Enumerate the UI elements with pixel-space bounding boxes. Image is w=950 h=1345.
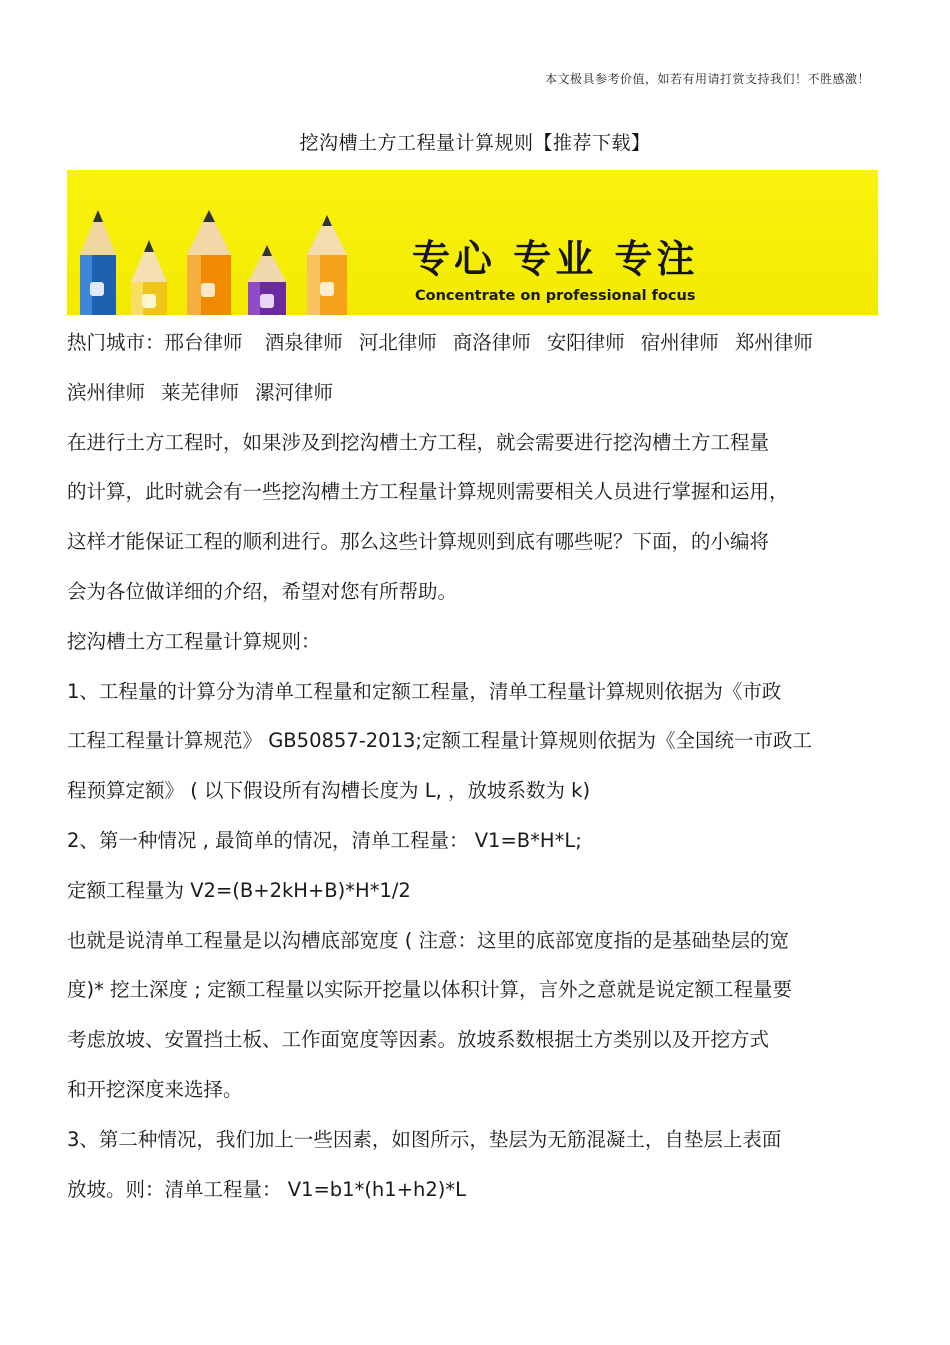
paragraph-line: 和开挖深度来选择。 (67, 1077, 243, 1101)
formula-line: 2、第一种情况 , 最简单的情况，清单工程量： V1=B*H*L; (67, 828, 582, 852)
yellow-pencil-icon (131, 240, 167, 315)
city-link[interactable]: 漯河律师 (255, 380, 334, 404)
city-link[interactable]: 滨州律师 (67, 380, 146, 404)
city-link[interactable]: 商洛律师 (452, 331, 531, 354)
city-link[interactable]: 河北律师 (358, 331, 437, 354)
city-link[interactable]: 宿州律师 (640, 331, 719, 354)
paragraph-line: 1、工程量的计算分为清单工程量和定额工程量，清单工程量计算规则依据为《市政 (67, 679, 782, 703)
header-note: 本文极具参考价值，如若有用请打赏支持我们！不胜感激！ (544, 72, 870, 86)
banner-slogan: 专心 专业 专注 (412, 237, 699, 281)
paragraph-line: 度)* 挖土深度 ; 定额工程量以实际开挖量以体积计算，言外之意就是说定额工程量要 (67, 978, 793, 1002)
paragraph-line: 程预算定额》 ( 以下假设所有沟槽长度为 L, ，放坡系数为 k) (67, 779, 591, 803)
document-title: 挖沟槽土方工程量计算规则【推荐下载】 (299, 132, 651, 154)
paragraph-line: 考虑放坡、安置挡土板、工作面宽度等因素。放坡系数根据土方类别以及开挖方式 (67, 1028, 770, 1052)
section-heading: 挖沟槽土方工程量计算规则： (67, 629, 321, 653)
city-link[interactable]: 安阳律师 (546, 331, 625, 354)
blue-pencil-icon (80, 210, 116, 315)
paragraph-line: 工程工程量计算规范》 GB50857-2013;定额工程量计算规则依据为《全国统一市政工 (67, 729, 812, 753)
paragraph-line: 会为各位做详细的介绍，希望对您有所帮助。 (67, 579, 458, 603)
city-link[interactable]: 莱芜律师 (161, 380, 240, 404)
article-body (67, 318, 882, 1214)
purple-pencil-icon (248, 245, 286, 315)
light-orange-pencil-icon (307, 215, 347, 315)
paragraph-line: 也就是说清单工程量是以沟槽底部宽度 ( 注意：这里的底部宽度指的是基础垫层的宽 (67, 928, 790, 952)
paragraph-line: 这样才能保证工程的顺利进行。那么这些计算规则到底有哪些呢？下面，的小编将 (67, 530, 770, 554)
city-link[interactable]: 酒泉律师 (264, 331, 343, 354)
paragraph-line: 在进行土方工程时，如果涉及到挖沟槽土方工程，就会需要进行挖沟槽土方工程量 (67, 430, 770, 454)
hot-cities-line (67, 318, 882, 368)
formula-line: 定额工程量为 V2=(B+2kH+B)*H*1/2 (67, 878, 411, 902)
city-link[interactable]: 邢台律师 (164, 331, 243, 354)
hot-cities-line (67, 368, 882, 418)
banner-image (67, 170, 878, 315)
paragraph-line: 的计算，此时就会有一些挖沟槽土方工程量计算规则需要相关人员进行掌握和运用， (67, 480, 789, 504)
paragraph-line: 3、第二种情况，我们加上一些因素，如图所示，垫层为无筋混凝土，自垫层上表面 (67, 1127, 782, 1151)
banner-slogan-english: Concentrate on professional focus (415, 288, 696, 304)
city-link[interactable]: 郑州律师 (734, 331, 813, 354)
hot-cities-label: 热门城市： (67, 331, 165, 354)
orange-pencil-icon (187, 210, 231, 315)
formula-line: 放坡。则：清单工程量： V1=b1*(h1+h2)*L (67, 1177, 467, 1201)
